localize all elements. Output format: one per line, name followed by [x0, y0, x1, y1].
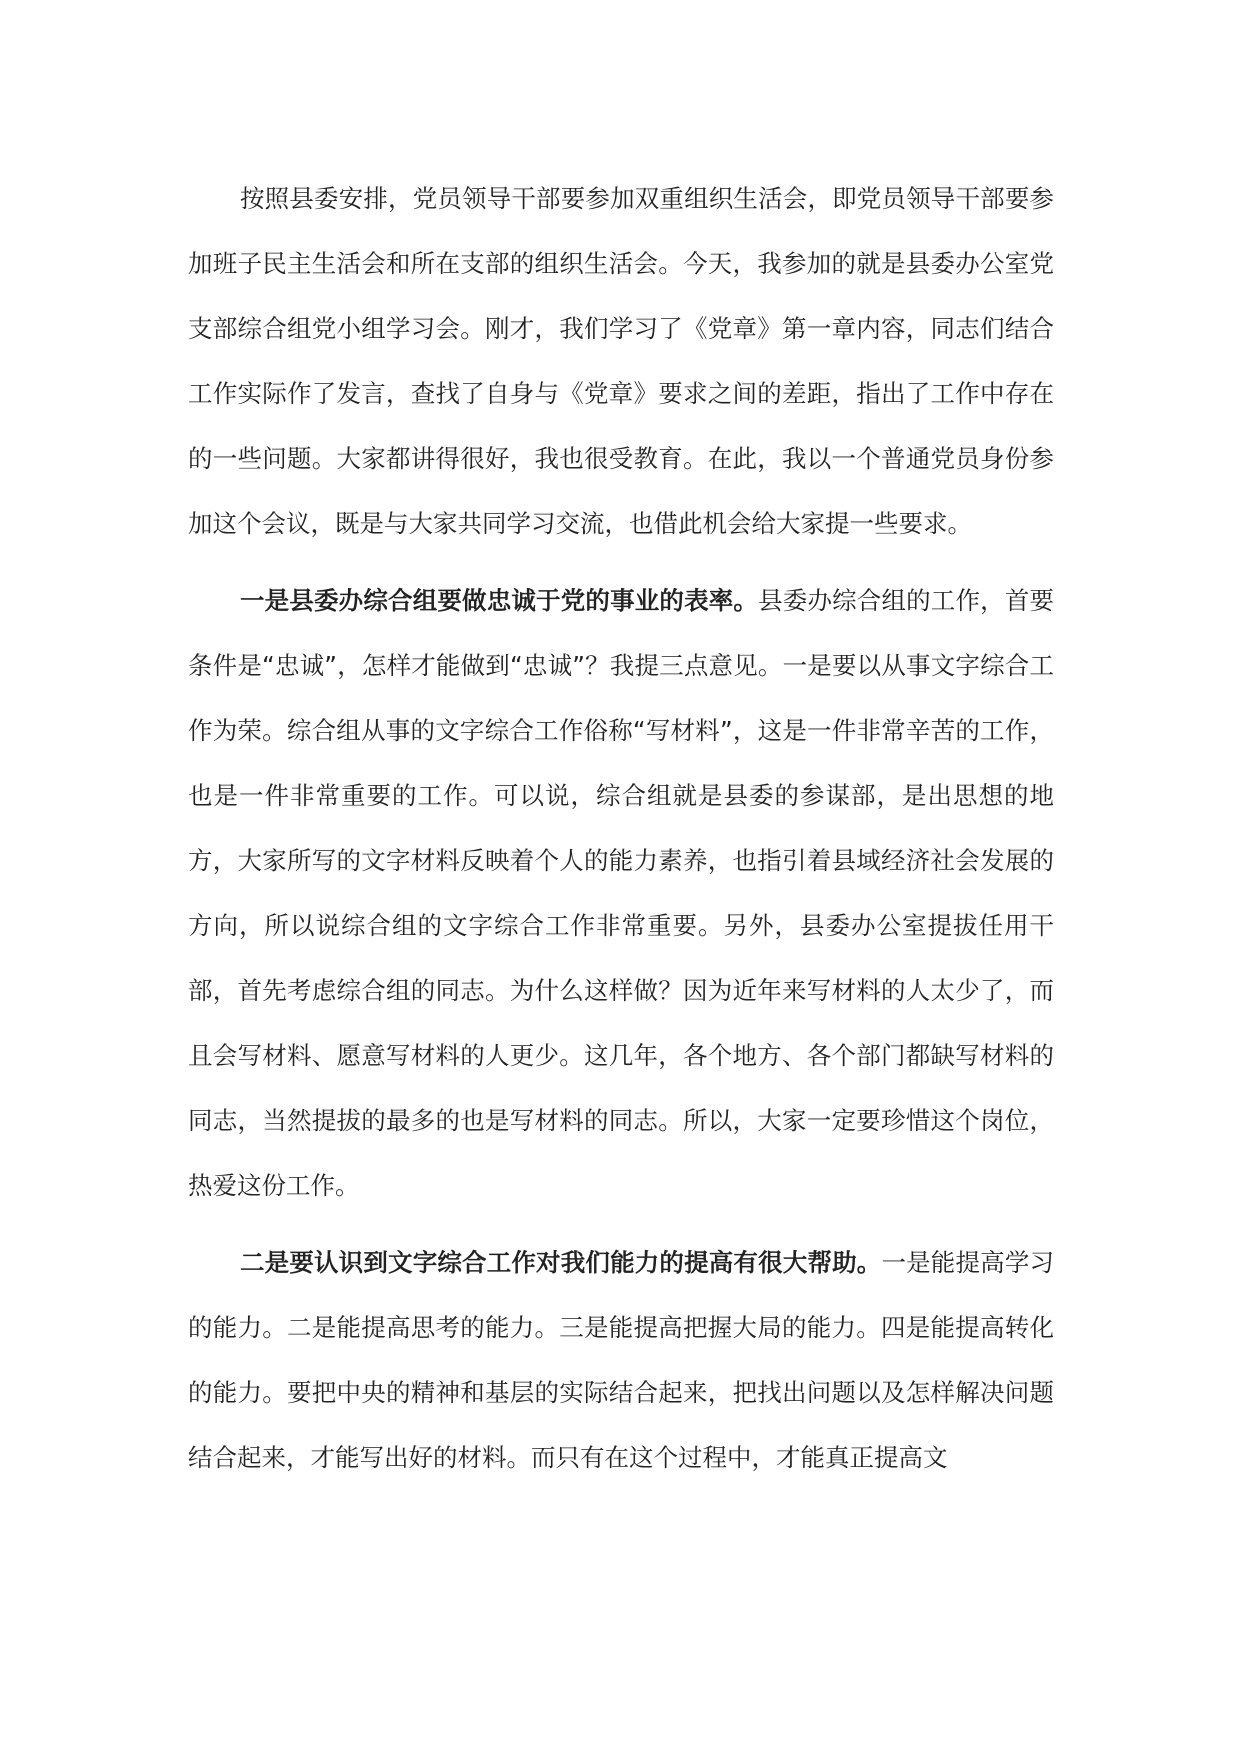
paragraph-1	[188, 166, 1054, 556]
paragraph-2-text: 县委办综合组的工作，首要条件是“忠诚”，怎样才能做到“忠诚”？我提三点意见。一是要以从事文字综合工作为荣。综合组从事的文字综合工作俗称“写材料”，这是一件非常辛苦的工作，也是一件非常重要的工作。可以说，综合组就是县委的参谋部，是出思想的地方，大家所写的文字材料反映着个人的能力素养，也指引着县域经济社会发展的方向，所以说综合组的文字综合工作非常重要。另外，县委办公室提拔任用干部，首先考虑综合组的同志。为什么这样做？因为近年来写材料的人太少了，而且会写材料、愿意写材料的人更少。这几年，各个地方、各个部门都缺写材料的同志，当然提拔的最多的也是写材料的同志。所以，大家一定要珍惜这个岗位，热爱这份工作。	[188, 586, 1054, 1200]
paragraph-3-text: 一是能提高学习的能力。二是能提高思考的能力。三是能提高把握大局的能力。四是能提高转化的能力。要把中央的精神和基层的实际结合起来，把找出问题以及怎样解决问题结合起来，才能写出好的材料。而只有在这个过程中，才能真正提高文	[188, 1248, 1054, 1472]
paragraph-3-lead: 二是要认识到文字综合工作对我们能力的提高有很大帮助。	[240, 1248, 882, 1277]
paragraph-2	[188, 568, 1054, 1218]
paragraph-1-text: 按照县委安排，党员领导干部要参加双重组织生活会，即党员领导干部要参加班子民主生活会和所在支部的组织生活会。今天，我参加的就是县委办公室党支部综合组党小组学习会。刚才，我们学习了《党章》第一章内容，同志们结合工作实际作了发言，查找了自身与《党章》要求之间的差距，指出了工作中存在的一些问题。大家都讲得很好，我也很受教育。在此，我以一个普通党员身份参加这个会议，既是与大家共同学习交流，也借此机会给大家提一些要求。	[188, 184, 1054, 538]
document-body	[188, 166, 1054, 1502]
paragraph-2-lead: 一是县委办综合组要做忠诚于党的事业的表率。	[240, 586, 759, 615]
paragraph-3	[188, 1230, 1054, 1490]
